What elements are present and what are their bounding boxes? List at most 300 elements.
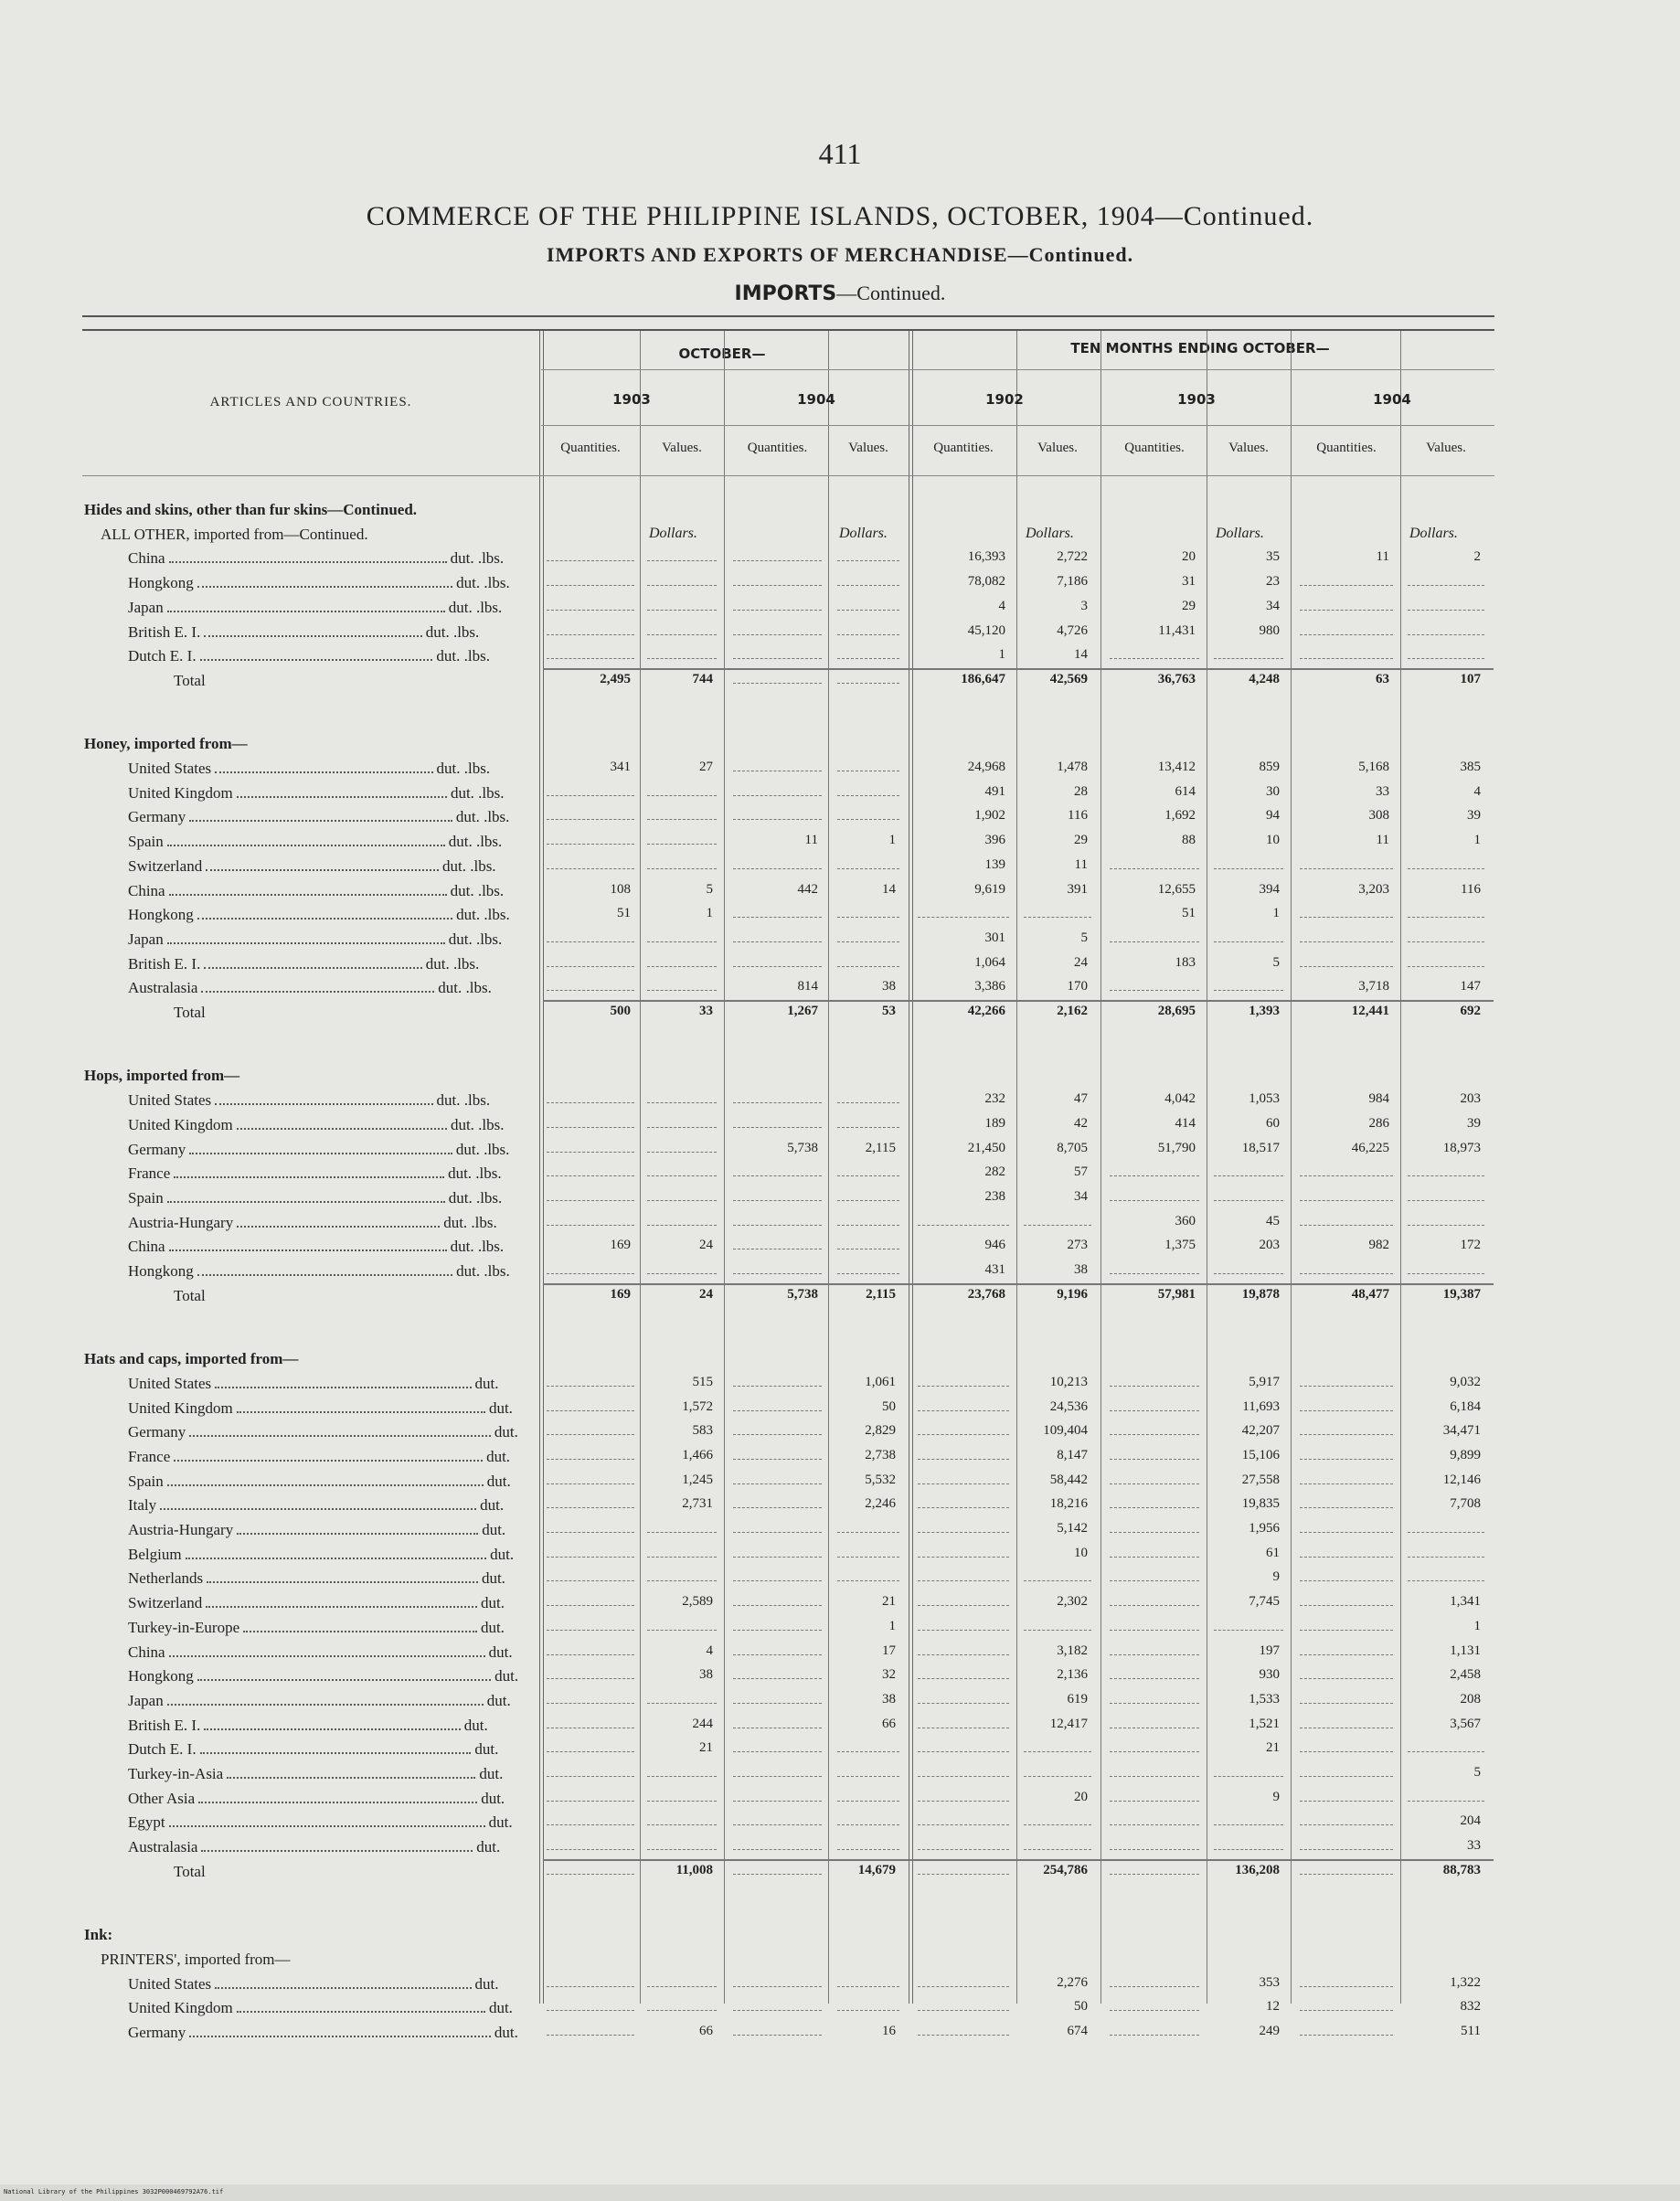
dot-leader	[169, 1249, 447, 1251]
row-name: Netherlands	[128, 1569, 204, 1588]
empty-cell	[837, 2010, 899, 2011]
empty-cell	[1300, 1801, 1393, 1802]
table-row	[0, 1214, 1680, 1238]
unit-label: dut.	[494, 1423, 518, 1441]
empty-cell	[1110, 1410, 1199, 1411]
row-name: Belgium	[128, 1545, 182, 1563]
unit-label: dut. .lbs.	[450, 881, 505, 899]
empty-cell	[547, 560, 634, 561]
row-name: United Kingdom	[128, 1999, 233, 2017]
empty-cell	[918, 1824, 1009, 1825]
table-row	[0, 906, 1680, 930]
row-name: Japan	[128, 598, 164, 616]
empty-cell	[733, 1386, 822, 1387]
empty-cell	[1408, 917, 1484, 918]
total-label	[174, 672, 206, 690]
quantity-cell: 500	[610, 1004, 631, 1019]
row-name: Honey, imported from—	[84, 735, 248, 753]
empty-cell	[1214, 1273, 1283, 1274]
section-heading	[84, 1067, 239, 1085]
value-cell: 88,783	[1442, 1862, 1481, 1877]
table-row	[0, 1189, 1680, 1213]
empty-cell	[837, 1200, 899, 1201]
empty-cell	[918, 1801, 1009, 1802]
quantity-cell: 341	[610, 760, 631, 775]
row-name: United States	[128, 760, 212, 778]
value-cell: 14	[882, 881, 896, 897]
dot-leader	[204, 967, 421, 969]
value-cell: 10,213	[1049, 1374, 1088, 1389]
value-cell: 17	[882, 1643, 896, 1658]
quantity-cell: 186,647	[961, 671, 1005, 686]
value-cell: 2,458	[1450, 1667, 1481, 1683]
empty-cell	[1300, 585, 1393, 586]
value-cell: 109,404	[1043, 1423, 1088, 1439]
empty-cell	[733, 1824, 822, 1825]
empty-cell	[1300, 1175, 1393, 1176]
table-row	[0, 526, 1680, 549]
row-name: Hongkong	[128, 1262, 194, 1281]
value-cell: 12,417	[1049, 1716, 1088, 1731]
empty-cell	[1110, 1630, 1199, 1631]
value-cell: 5	[1272, 954, 1280, 970]
articles-header: ARTICLES AND COUNTRIES.	[209, 395, 412, 409]
value-cell: 5	[1473, 1765, 1481, 1781]
table-row	[0, 574, 1680, 598]
dot-leader	[237, 1533, 478, 1535]
empty-cell	[647, 1127, 717, 1128]
value-cell: 1	[888, 833, 896, 848]
row-name: Spain	[128, 1188, 164, 1207]
ten-months-header: TEN MONTHS ENDING OCTOBER—	[1070, 340, 1330, 356]
quantity-cell: 31	[1182, 574, 1196, 590]
empty-cell	[733, 1225, 822, 1226]
quantity-cell: 46,225	[1351, 1140, 1389, 1155]
row-name: Egypt	[128, 1813, 165, 1832]
empty-cell	[1110, 1703, 1199, 1704]
empty-cell	[547, 1703, 634, 1704]
quantity-cell: 20	[1182, 549, 1196, 565]
value-cell: 18,216	[1049, 1496, 1088, 1512]
dot-leader	[200, 659, 433, 661]
row-name: Austria-Hungary	[128, 1213, 234, 1231]
empty-cell	[1300, 1824, 1393, 1825]
value-cell: 21	[882, 1594, 896, 1610]
row-name: Hongkong	[128, 574, 194, 592]
value-cell: 136,208	[1235, 1862, 1280, 1877]
value-cell: 27,558	[1241, 1472, 1280, 1487]
row-name: Total	[174, 1862, 206, 1880]
value-cell: 2,276	[1057, 1974, 1088, 1990]
value-cell: 1,478	[1057, 760, 1088, 775]
value-cell: 11,008	[675, 1862, 713, 1877]
empty-cell	[733, 1273, 822, 1274]
empty-cell	[733, 795, 822, 796]
row-name: Total	[174, 1004, 206, 1022]
value-cell: 9,032	[1450, 1374, 1481, 1389]
row-name: United Kingdom	[128, 1398, 233, 1417]
row-name: British E. I.	[128, 1716, 201, 1734]
value-cell: 5,142	[1057, 1521, 1088, 1536]
empty-cell	[547, 1580, 634, 1581]
row-name: Germany	[128, 2024, 186, 2042]
empty-cell	[733, 1410, 822, 1411]
country-label	[128, 1975, 499, 1994]
quantity-cell: 286	[1368, 1115, 1389, 1131]
empty-cell	[733, 1678, 822, 1679]
value-cell: 9,899	[1450, 1447, 1481, 1462]
quantity-cell: 57,981	[1157, 1286, 1196, 1302]
quantity-cell: 13,412	[1157, 760, 1196, 775]
value-cell: 5	[1080, 930, 1088, 945]
dot-leader	[189, 820, 452, 822]
row-name: British E. I.	[128, 622, 201, 641]
empty-cell	[1300, 1678, 1393, 1679]
section-title-rest: —Continued.	[836, 282, 946, 304]
empty-cell	[918, 1678, 1009, 1679]
empty-cell	[918, 1434, 1009, 1435]
dot-leader	[167, 1704, 484, 1706]
value-cell: 35	[1266, 549, 1280, 565]
table-row	[0, 1740, 1680, 1764]
empty-cell	[647, 966, 717, 967]
empty-cell	[547, 1801, 634, 1802]
empty-cell	[918, 1986, 1009, 1987]
quantity-cell: 1,064	[974, 954, 1005, 970]
quantity-cell: 238	[984, 1188, 1005, 1204]
empty-cell	[1214, 1824, 1283, 1825]
total-label	[174, 1287, 206, 1305]
row-name: United Kingdom	[128, 1115, 233, 1133]
value-cell: 15,106	[1241, 1447, 1280, 1462]
empty-cell	[1110, 1580, 1199, 1581]
country-label	[128, 1214, 497, 1232]
empty-cell	[1408, 868, 1484, 869]
empty-cell	[647, 1273, 717, 1274]
values-header: Values.	[1037, 441, 1078, 455]
dot-leader	[237, 1226, 440, 1228]
table-row	[0, 1473, 1680, 1496]
empty-cell	[1110, 990, 1199, 991]
value-cell: 9,196	[1057, 1286, 1088, 1302]
empty-cell	[1408, 1273, 1484, 1274]
empty-cell	[647, 560, 717, 561]
value-cell: 2,115	[865, 1140, 896, 1155]
unit-label: dut.	[481, 1569, 505, 1588]
value-cell: 1	[1473, 833, 1481, 848]
quantity-cell: 360	[1175, 1213, 1196, 1228]
quantity-cell: 3,718	[1358, 979, 1389, 994]
quantity-cell: 3,203	[1358, 881, 1389, 897]
empty-cell	[837, 1801, 899, 1802]
empty-cell	[647, 1152, 717, 1153]
country-label	[128, 599, 502, 617]
unit-label: dut. .lbs.	[442, 856, 496, 875]
dot-leader	[197, 586, 452, 588]
value-cell: 66	[699, 2024, 713, 2039]
value-cell: 2,302	[1057, 1594, 1088, 1610]
row-name: Other Asia	[128, 1789, 196, 1807]
header-rule	[541, 425, 1494, 426]
value-cell: 6,184	[1450, 1398, 1481, 1414]
unit-label: dut. .lbs.	[456, 574, 510, 592]
value-cell: 5,917	[1249, 1374, 1280, 1389]
unit-label: dut.	[486, 1447, 511, 1465]
value-cell: 11	[1074, 856, 1088, 872]
value-cell: 38	[1074, 1262, 1088, 1278]
quantity-cell: 1,692	[1164, 808, 1196, 824]
values-header: Values.	[1426, 441, 1466, 455]
empty-cell	[733, 1986, 822, 1987]
empty-cell	[547, 1273, 634, 1274]
value-cell: 57	[1074, 1164, 1088, 1180]
table-row	[0, 1813, 1680, 1837]
empty-cell	[733, 1580, 822, 1581]
value-cell: 1,131	[1450, 1643, 1481, 1658]
dot-leader	[189, 2036, 491, 2037]
value-cell: 24,536	[1049, 1398, 1088, 1414]
empty-cell	[1110, 1801, 1199, 1802]
empty-cell	[1300, 1273, 1393, 1274]
dot-leader	[215, 1987, 471, 1989]
total-label	[174, 1004, 206, 1022]
row-name: Switzerland	[128, 856, 203, 875]
empty-cell	[647, 658, 717, 659]
row-name: France	[128, 1164, 171, 1183]
empty-cell	[733, 1127, 822, 1128]
quantity-cell: 5,738	[787, 1286, 818, 1302]
value-cell: 30	[1266, 783, 1280, 799]
quantity-cell: 984	[1368, 1091, 1389, 1107]
empty-cell	[1300, 941, 1393, 942]
country-label	[128, 760, 490, 778]
quantity-cell: 1,267	[787, 1004, 818, 1019]
unit-label: dut. .lbs.	[443, 1213, 497, 1231]
empty-cell	[1300, 1483, 1393, 1484]
table-row	[0, 623, 1680, 647]
quantities-header: Quantities.	[1316, 441, 1377, 455]
unit-label: dut.	[474, 1974, 499, 1993]
empty-cell	[1110, 1386, 1199, 1387]
dot-leader	[215, 1103, 432, 1105]
value-cell: 19,387	[1442, 1286, 1481, 1302]
country-label	[128, 833, 502, 851]
quantity-cell: 232	[984, 1091, 1005, 1107]
empty-cell	[733, 585, 822, 586]
table-row	[0, 1399, 1680, 1423]
value-cell: 33	[1467, 1838, 1481, 1854]
value-cell: 42,569	[1049, 671, 1088, 686]
country-label	[128, 623, 479, 642]
country-label	[128, 1813, 513, 1832]
value-cell: 38	[882, 979, 896, 994]
empty-cell	[837, 1102, 899, 1103]
quantity-cell: 42,266	[967, 1004, 1005, 1019]
empty-cell	[733, 1801, 822, 1802]
empty-cell	[733, 2035, 822, 2036]
dot-leader	[169, 1825, 485, 1827]
empty-cell	[1110, 1200, 1199, 1201]
quantity-cell: 282	[984, 1164, 1005, 1180]
empty-cell	[647, 1630, 717, 1631]
country-label	[128, 1141, 509, 1159]
unit-label: dut.	[488, 1813, 513, 1832]
empty-cell	[1300, 1580, 1393, 1581]
unit-label: dut. .lbs.	[436, 647, 490, 665]
value-cell: 11,693	[1242, 1398, 1280, 1414]
table-row	[0, 1926, 1680, 1950]
table-row	[0, 784, 1680, 808]
empty-cell	[733, 1703, 822, 1704]
quantity-cell: 9,619	[974, 881, 1005, 897]
unit-label: dut. .lbs.	[455, 1140, 510, 1158]
table-row	[0, 1569, 1680, 1593]
empty-cell	[1300, 634, 1393, 635]
country-label	[128, 1740, 498, 1759]
empty-cell	[547, 1102, 634, 1103]
row-name: Germany	[128, 808, 186, 826]
country-label	[128, 1643, 513, 1662]
unit-label: dut.	[482, 1521, 506, 1539]
empty-cell	[547, 1654, 634, 1655]
row-name: Australasia	[128, 1838, 198, 1856]
value-cell: 515	[692, 1374, 713, 1389]
empty-cell	[1300, 610, 1393, 611]
empty-cell	[837, 966, 899, 967]
empty-cell	[1110, 1483, 1199, 1484]
quantity-cell: 4,042	[1164, 1091, 1196, 1107]
empty-cell	[1110, 1459, 1199, 1460]
quantity-cell: 33	[1376, 783, 1389, 799]
empty-cell	[547, 941, 634, 942]
table-row	[0, 1238, 1680, 1261]
row-name: Hongkong	[128, 1667, 194, 1685]
country-label	[128, 1164, 502, 1183]
country-label	[128, 1667, 518, 1685]
dot-leader	[201, 991, 434, 993]
empty-cell	[1300, 1532, 1393, 1533]
empty-cell	[647, 1703, 717, 1704]
empty-cell	[1024, 1225, 1091, 1226]
unit-label: dut. .lbs.	[438, 979, 492, 997]
empty-cell	[837, 1273, 899, 1274]
dot-leader	[237, 2011, 485, 2013]
empty-cell	[733, 917, 822, 918]
empty-cell	[1110, 941, 1199, 942]
empty-cell	[647, 610, 717, 611]
empty-cell	[733, 1434, 822, 1435]
table-row	[0, 1717, 1680, 1740]
country-label	[128, 1375, 499, 1393]
empty-cell	[733, 1483, 822, 1484]
unit-label: dut. .lbs.	[448, 1188, 503, 1207]
value-cell: 107	[1460, 671, 1481, 686]
empty-cell	[547, 658, 634, 659]
quantity-cell: 2,495	[600, 671, 631, 686]
row-name: Spain	[128, 833, 164, 851]
row-name: Turkey-in-Europe	[128, 1618, 240, 1636]
value-cell: 60	[1266, 1115, 1280, 1131]
value-cell: 8,147	[1057, 1447, 1088, 1462]
empty-cell	[1024, 1580, 1091, 1581]
unit-label: dut. .lbs.	[450, 1238, 505, 1256]
dot-leader	[167, 1484, 484, 1486]
value-cell: 4,248	[1249, 671, 1280, 686]
empty-cell	[547, 795, 634, 796]
dot-leader	[174, 1176, 444, 1178]
table-row	[0, 1999, 1680, 2023]
empty-cell	[547, 1776, 634, 1777]
quantity-cell: 614	[1175, 783, 1196, 799]
empty-cell	[1110, 1678, 1199, 1679]
empty-cell	[918, 2035, 1009, 2036]
empty-cell	[918, 1532, 1009, 1533]
empty-cell	[1300, 1751, 1393, 1752]
empty-cell	[837, 658, 899, 659]
empty-cell	[647, 990, 717, 991]
empty-cell	[837, 1175, 899, 1176]
table-row	[0, 1643, 1680, 1667]
empty-cell	[733, 1557, 822, 1558]
value-cell: 1,521	[1249, 1716, 1280, 1731]
dot-leader	[160, 1508, 476, 1510]
empty-cell	[1300, 1776, 1393, 1777]
empty-cell	[647, 868, 717, 869]
table-row	[0, 1546, 1680, 1569]
year-header-1902: 1902	[985, 391, 1024, 408]
value-cell: 34	[1074, 1188, 1088, 1204]
empty-cell	[837, 1751, 899, 1752]
row-name: PRINTERS', imported from—	[101, 1950, 291, 1968]
value-cell: 203	[1460, 1091, 1481, 1107]
unit-label: dut.	[481, 1594, 505, 1612]
unit-label: dut.	[474, 1374, 499, 1392]
total-rule	[543, 1000, 1494, 1002]
section-heading	[84, 1926, 112, 1944]
year-header-1904: 1904	[797, 391, 835, 408]
empty-cell	[837, 560, 899, 561]
header-bottom-rule	[82, 475, 1494, 476]
values-header: Values.	[662, 441, 702, 455]
dot-leader	[186, 1558, 487, 1559]
country-label	[128, 1692, 511, 1710]
october-header: OCTOBER—	[678, 346, 766, 362]
empty-cell	[918, 917, 1009, 918]
empty-cell	[547, 1507, 634, 1508]
country-label	[128, 574, 510, 592]
quantity-cell: 814	[797, 979, 818, 994]
empty-cell	[733, 966, 822, 967]
quantity-cell: 1,375	[1164, 1238, 1196, 1253]
row-name: United States	[128, 1374, 212, 1392]
unit-label: dut.	[480, 1496, 505, 1515]
empty-cell	[1408, 966, 1484, 967]
value-cell: 21	[1266, 1740, 1280, 1756]
quantity-cell: 982	[1368, 1238, 1389, 1253]
row-name: United States	[128, 1974, 212, 1993]
value-cell: 9	[1272, 1569, 1280, 1585]
value-cell: 980	[1259, 622, 1280, 638]
table-row	[0, 1975, 1680, 1999]
value-cell: 930	[1259, 1667, 1280, 1683]
value-cell: 4	[706, 1643, 713, 1658]
country-label	[128, 1496, 504, 1515]
empty-cell	[547, 1152, 634, 1153]
quantity-cell: 5,168	[1358, 760, 1389, 775]
dot-leader	[167, 1201, 445, 1203]
row-name: Total	[174, 1286, 206, 1304]
unit-label: dut. .lbs.	[456, 906, 510, 924]
